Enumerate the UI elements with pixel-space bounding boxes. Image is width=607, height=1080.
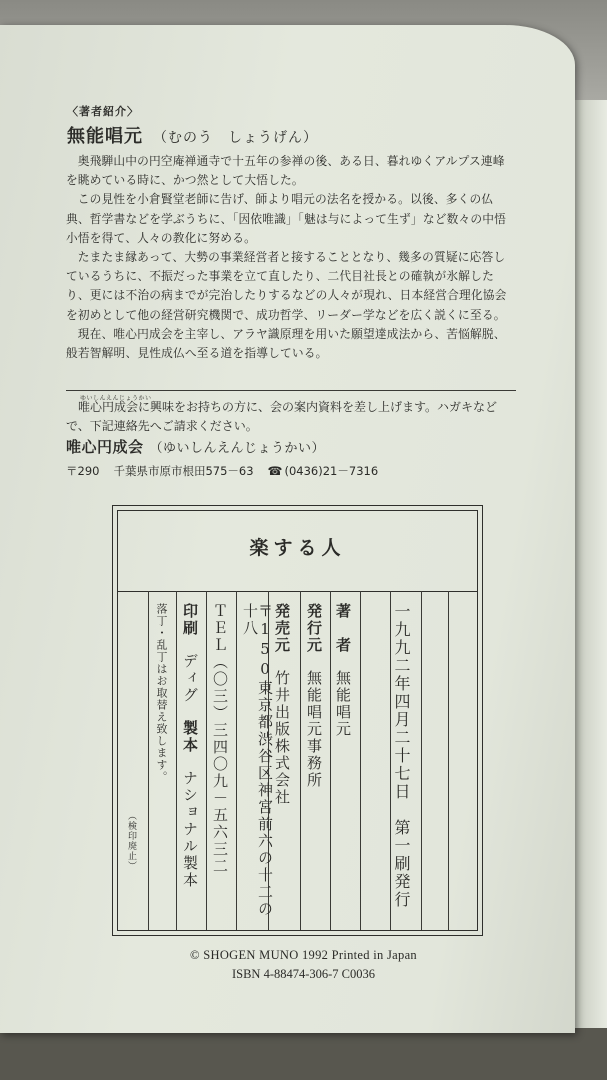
bio-paragraph: 奥飛騨山中の円空庵禅通寺で十五年の参禅の後、ある日、暮れゆくアルプス連峰を眺めている時に、かつ然として大悟した。 [66,154,505,188]
organization-address: 千葉県市原市根田575－63 [113,464,254,478]
column-rule [330,591,331,930]
postal-code: 〒290 [66,464,100,478]
title-divider [118,591,477,592]
author-intro-heading: 〈著者紹介〉 [67,105,139,118]
seller-telephone: ＴＥＬ（〇三）三四〇九－五六三二 [211,603,229,875]
colophon-box [112,505,483,936]
column-rule [300,591,301,930]
printer-credit [182,603,197,889]
binder-label: 製本 [181,720,199,754]
isbn-line [0,967,607,982]
author-biography [66,152,514,363]
seller-value: 竹井出版株式会社 [273,670,291,806]
section-divider [66,390,516,391]
column-rule [236,591,237,930]
colophon-inner-frame [117,510,478,931]
printer-value: ディグ [181,653,199,704]
column-rule [206,591,207,930]
binder-value: ナショナル製本 [181,770,199,889]
telephone-icon: ☎ [267,464,283,478]
author-label: 著 者 [334,603,352,654]
bio-paragraph: この見性を小倉賢堂老師に告げ、師より唱元の法名を授かる。以後、多くの仏典、哲学書などを学ぶうちに、「因依唯識」「魅は与によって生ず」など数々の中悟小悟を得て、人々の教化に努める。 [66,192,507,245]
issuer-credit [306,603,321,789]
table-surface [0,1028,607,1080]
book-title: 楽する人 [249,537,346,559]
bio-paragraph: たまたま縁あって、大勢の事業経営者と接することとなり、幾多の質疑に応答しているうちに、不振だった事業を立て直したり、二代目社長との確執が氷解したり、更には不治の病までが完治したりするなどの人々が現れ、日本経営合理化協会を初めとして他の経営研究機関で、成功哲学、リーダー学などを広く説くに至る。 [66,250,507,322]
notice-text: 唯心円成会に興味をお持ちの方に、会の案内資料を差し上げます。ハガキなどで、下記連絡先へご請求ください。 [66,400,498,433]
author-name-reading: （むのう しょうげん） [153,130,318,146]
seller-address: 〒150東京都渋谷区神宮前六の十二の十八 [241,603,274,918]
seller-credit [274,603,289,806]
column-rule [421,591,422,930]
phone-line [268,463,379,479]
author-name-line [67,122,318,148]
column-rule [360,591,361,930]
copyright-text: © SHOGEN MUNO 1992 Printed in Japan [190,948,417,962]
organization-reading: （ゆいしんえんじょうかい） [149,441,326,456]
notice-furigana: ゆいしんえんじょうかい [80,395,152,402]
issuer-label: 発行元 [305,603,323,654]
organization-name-line [66,436,325,457]
column-rule [148,591,149,930]
author-value: 無能唱元 [334,670,352,738]
seller-label: 発売元 [273,603,291,654]
membership-notice [66,398,516,436]
column-rule [448,591,449,930]
next-page-edge [575,100,607,1080]
issuer-value: 無能唱元事務所 [305,670,323,789]
publication-date: 一九九二年四月二十七日 第一刷発行 [392,603,411,909]
author-credit [335,603,350,738]
organization-contact [66,463,378,479]
stamp-note: （検印廃止） [126,811,136,871]
column-rule [176,591,177,930]
organization-name: 唯心円成会 [66,438,144,456]
copyright-line [0,948,607,963]
errata-note: 落丁・乱丁はお取替え致します。 [155,603,168,783]
isbn-text: ISBN 4-88474-306-7 C0036 [231,967,376,981]
column-rule [390,591,391,930]
printer-label: 印刷 [181,603,199,637]
bio-paragraph: 現在、唯心円成会を主宰し、アラヤ識原理を用いた願望達成法から、苦悩解脱、般若智解明、見性成仏へ至る道を指導している。 [66,326,506,361]
organization-phone: (0436)21－7316 [284,464,379,478]
author-name: 無能唱元 [67,126,143,147]
